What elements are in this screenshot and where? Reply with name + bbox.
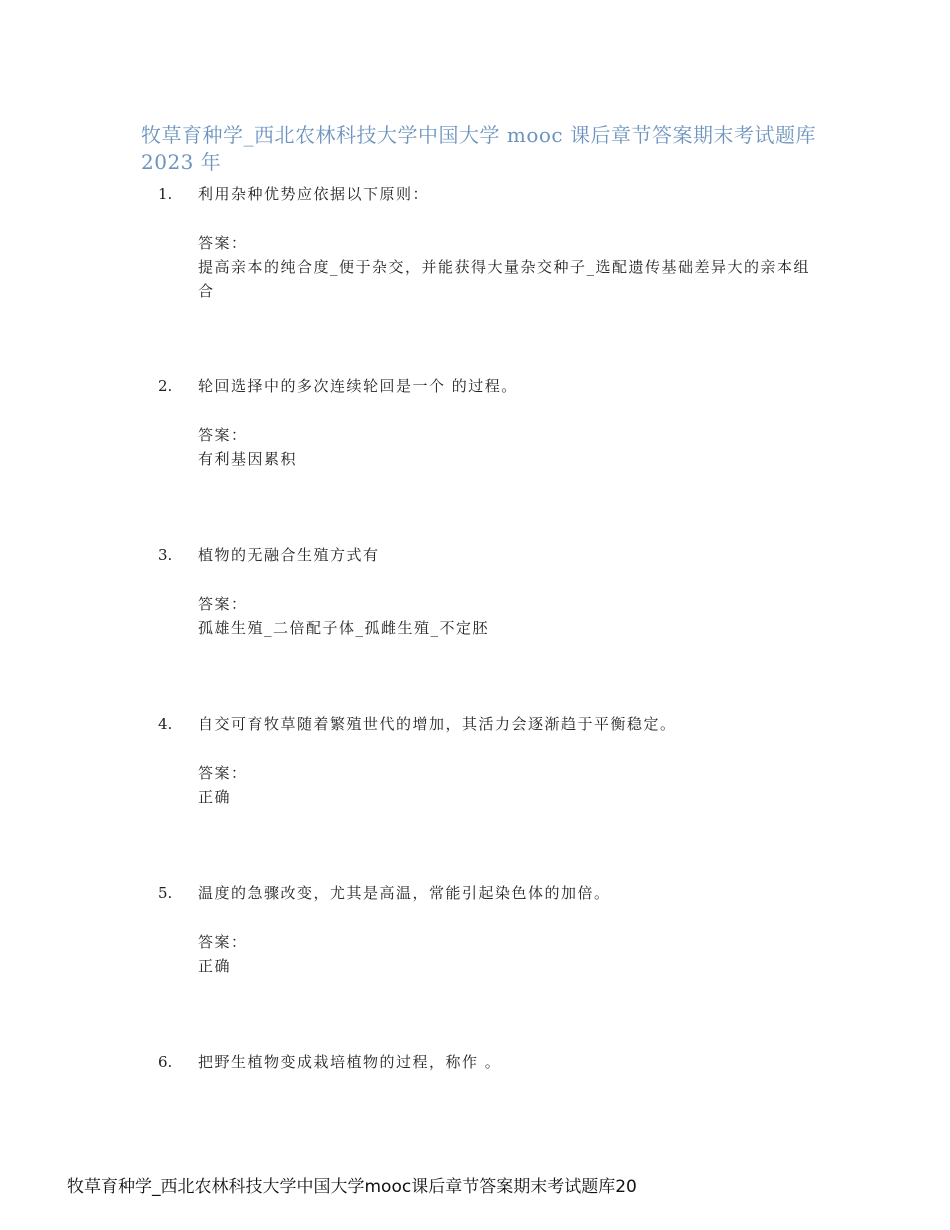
question-text: 利用杂种优势应依据以下原则： [198, 185, 430, 203]
question-text: 把野生植物变成栽培植物的过程，称作 。 [198, 1053, 502, 1071]
page-footer: 牧草育种学_西北农林科技大学中国大学mooc课后章节答案期末考试题库20 [67, 1177, 637, 1197]
answer-block [198, 930, 818, 978]
question-number: 6. [158, 1053, 173, 1071]
question-number: 1. [158, 185, 173, 203]
question-number: 3. [158, 546, 173, 564]
answer-text: 有利基因累积 [198, 450, 298, 468]
answer-block [198, 761, 818, 809]
document-title: 牧草育种学_西北农林科技大学中国大学 mooc 课后章节答案期末考试题库 2023 年 [141, 123, 816, 174]
question-number: 2. [158, 377, 173, 395]
answer-text: 正确 [198, 957, 232, 975]
answer-block [198, 231, 818, 303]
question-number: 5. [158, 884, 173, 902]
answer-text: 正确 [198, 788, 232, 806]
question-number: 4. [158, 715, 173, 733]
question-text: 温度的急骤改变，尤其是高温，常能引起染色体的加倍。 [198, 884, 611, 902]
answer-label: 答案： [198, 426, 248, 444]
answer-text: 提高亲本的纯合度_便于杂交，并能获得大量杂交种子_选配遗传基础差异大的亲本组合 [198, 258, 811, 300]
answer-label: 答案： [198, 933, 248, 951]
question-text: 植物的无融合生殖方式有 [198, 546, 380, 564]
question-text: 自交可育牧草随着繁殖世代的增加，其活力会逐渐趋于平衡稳定。 [198, 715, 677, 733]
answer-label: 答案： [198, 595, 248, 613]
answer-label: 答案： [198, 764, 248, 782]
answer-block [198, 423, 818, 471]
question-text: 轮回选择中的多次连续轮回是一个 的过程。 [198, 377, 518, 395]
answer-text: 孤雄生殖_二倍配子体_孤雌生殖_不定胚 [198, 619, 490, 637]
answer-block [198, 592, 818, 640]
answer-label: 答案： [198, 234, 248, 252]
